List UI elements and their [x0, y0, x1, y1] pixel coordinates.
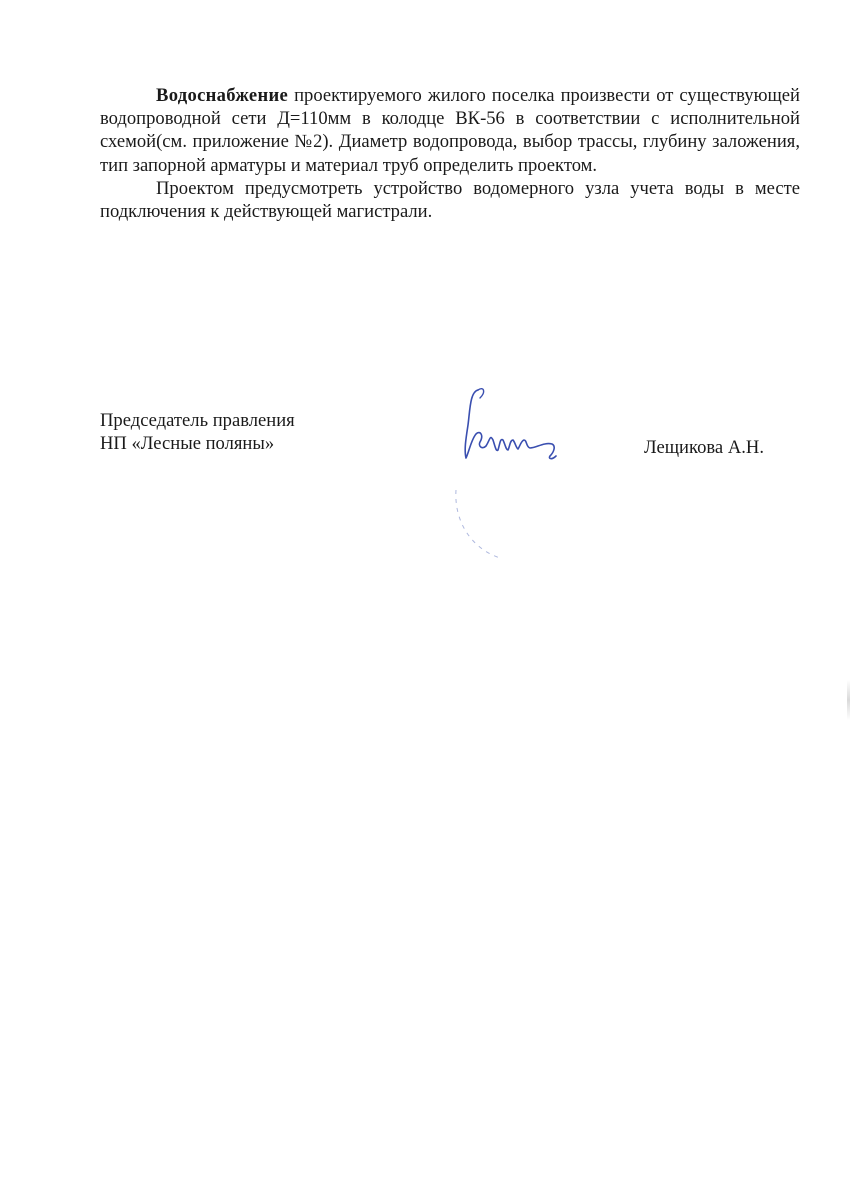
document-body: [100, 84, 800, 223]
signature-stroke: [465, 390, 556, 459]
term-water-supply: Водоснабжение: [156, 85, 289, 106]
signature-flourish: [478, 389, 484, 398]
signer-name: Лещикова А.Н.: [644, 437, 764, 458]
paragraph-water-meter: Проектом предусмотреть устройство водомерного узла учета воды в месте подключения к действующей магистрали.: [100, 177, 800, 223]
signature-arc: [456, 490, 500, 558]
paragraph-water-supply-text: проектируемого жилого поселка произвести от существующей водопроводной сети Д=110мм в колодце ВК-56 в соответствии с исполнительной схемой(см. приложение №2). Диаметр водопровода, выбор трассы, глубину заложения, тип запорной арматуры и материал труб определить проектом.: [100, 85, 800, 176]
paragraph-water-supply: [100, 84, 800, 177]
signer-organization: НП «Лесные поляны»: [100, 433, 275, 455]
handwritten-signature: [440, 380, 590, 570]
signer-position: Председатель правления: [100, 410, 295, 431]
signer-title: [100, 409, 295, 456]
